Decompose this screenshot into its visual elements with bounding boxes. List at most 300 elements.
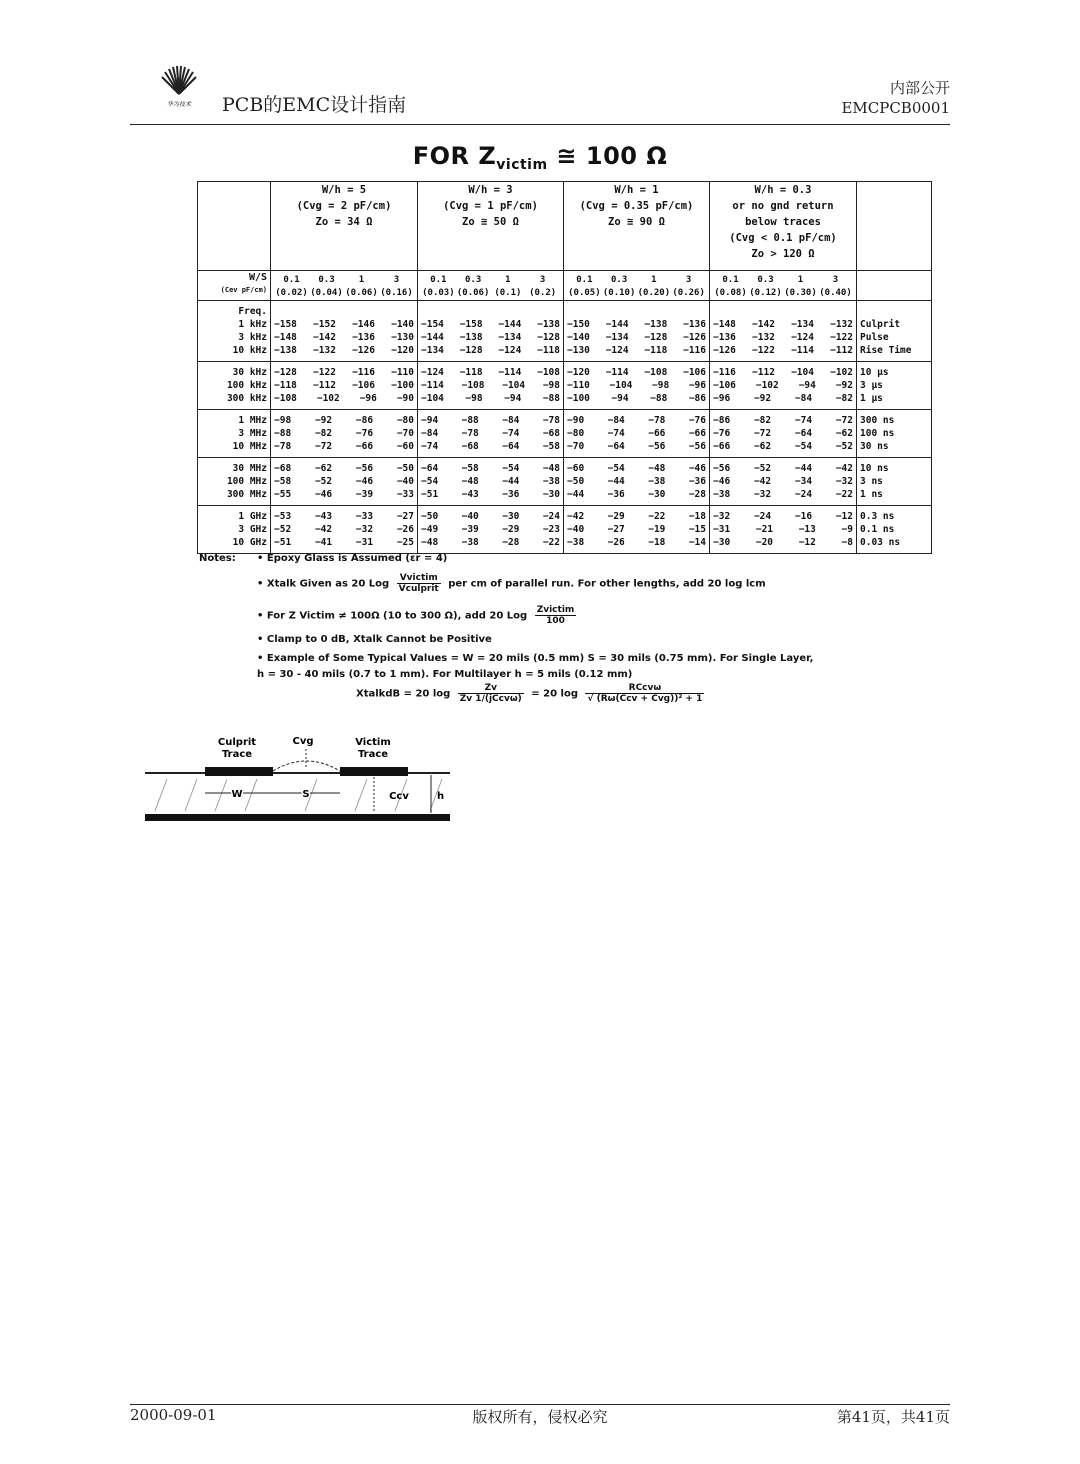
xtalk-value: −66 (713, 441, 731, 452)
rise-time-value: 10 μs (860, 367, 889, 378)
xtalk-value: −32 (713, 511, 731, 522)
xtalk-value: −112 (313, 380, 336, 391)
xtalk-value: −56 (713, 463, 731, 474)
xtalk-value: −134 (421, 345, 444, 356)
cv-value: (0.03) (422, 288, 455, 298)
xtalk-value: −136 (713, 332, 736, 343)
xtalk-value: −44 (794, 463, 813, 474)
xtalk-value: −31 (713, 524, 731, 535)
xtalk-value: −39 (355, 489, 374, 500)
footer-date: 2000-09-01 (130, 1406, 217, 1424)
crosstalk-table (197, 181, 932, 554)
footer-rights: 版权所有，侵权必究 (472, 1408, 608, 1426)
xtalk-value: −48 (461, 476, 479, 487)
xtalk-value: −24 (542, 511, 560, 522)
xtalk-value: −8 (841, 537, 853, 548)
xtalk-value-line (274, 318, 414, 331)
xtalk-value-line (421, 510, 560, 523)
xtalk-value: −56 (688, 441, 706, 452)
xtalk-value: −130 (567, 345, 590, 356)
fraction-numerator: Zv (458, 683, 524, 694)
note-clamp: • Clamp to 0 dB, Xtalk Cannot be Positive (257, 634, 492, 645)
xtalk-value-line (421, 366, 560, 379)
xtalk-values-group-2 (418, 410, 564, 458)
group-header-line: (Cvg = 2 pF/cm) (296, 200, 392, 212)
footer-page-number: 第41页，共41页 (836, 1408, 950, 1426)
formula-fraction-2 (585, 683, 704, 704)
xtalk-value-line (421, 440, 560, 453)
xtalk-value: −26 (396, 524, 414, 535)
cv-value: (0.1) (494, 288, 522, 298)
xtalk-values-group-2 (418, 458, 564, 506)
xtalk-value: −42 (567, 511, 585, 522)
xtalk-values-group-3 (564, 410, 710, 458)
frequency-band-row (198, 506, 932, 554)
xtalk-value: −132 (830, 319, 853, 330)
xtalk-value: −28 (688, 489, 706, 500)
ws-values-1 (271, 271, 418, 301)
xtalk-value-line (421, 344, 560, 357)
xtalk-value-line (421, 331, 560, 344)
xtalk-value: −116 (352, 367, 375, 378)
xtalk-value-line (567, 510, 706, 523)
xtalk-value-line (421, 488, 560, 501)
xtalk-value: −98 (465, 393, 483, 404)
xtalk-value: −38 (713, 489, 731, 500)
xtalk-value: −98 (274, 415, 292, 426)
logo-text: 华为技术 (166, 101, 192, 108)
rise-time-value: 1 ns (860, 489, 883, 500)
cv-value: (0.30) (784, 288, 817, 298)
rise-time-cell (857, 458, 932, 506)
xtalk-value-line (567, 536, 706, 549)
xtalk-values-group-3 (564, 458, 710, 506)
xtalk-value: −128 (644, 332, 668, 343)
group-header-1 (271, 182, 418, 271)
xtalk-value: −82 (314, 428, 333, 439)
xtalk-value-line (274, 488, 414, 501)
note-example-1: • Example of Some Typical Values = W = 20 mils (0.5 mm) S = 30 mils (0.75 mm). For Single Layer, (257, 653, 814, 664)
xtalk-value: −130 (391, 332, 414, 343)
document-number: EMCPCB0001 (841, 99, 950, 117)
ws-values-3 (564, 271, 710, 301)
xtalk-value: −148 (274, 332, 297, 343)
ws-value: 0.1 (283, 275, 300, 285)
formula-mid: = 20 log (531, 688, 578, 700)
xtalk-value-line (421, 475, 560, 488)
xtalk-value: −78 (648, 415, 666, 426)
xtalk-value: −138 (644, 319, 668, 330)
xtalk-value: −144 (498, 319, 522, 330)
frequency-band-row (198, 458, 932, 506)
ws-value: 0.3 (610, 275, 628, 285)
xtalk-value: −114 (498, 367, 522, 378)
xtalk-value: −40 (567, 524, 585, 535)
xtalk-value: −25 (396, 537, 414, 548)
xtalk-value: −43 (314, 511, 333, 522)
xtalk-value: −76 (688, 415, 706, 426)
xtalk-value: −74 (421, 441, 439, 452)
xtalk-value: −42 (314, 524, 333, 535)
xtalk-value: −84 (607, 415, 625, 426)
frequency-labels: 1 GHz 3 GHz 10 GHz (198, 506, 271, 554)
xtalk-value: −18 (648, 537, 666, 548)
ccv-label: Ccv (389, 791, 409, 802)
xtalk-value: −74 (607, 428, 625, 439)
xtalk-value: −92 (314, 415, 333, 426)
xtalk-value: −78 (542, 415, 560, 426)
xtalk-value: −20 (755, 537, 774, 548)
s-label: S (302, 789, 310, 800)
ws-value: 0.1 (576, 275, 593, 285)
xtalk-value-line (274, 392, 414, 405)
xtalk-value: −52 (314, 476, 333, 487)
xtalk-value: −134 (498, 332, 522, 343)
ws-value: 1 (358, 275, 365, 285)
note-example-2: h = 30 - 40 mils (0.7 to 1 mm). For Multilayer h = 5 mils (0.12 mm) (257, 669, 633, 680)
xtalk-value: −110 (391, 367, 414, 378)
xtalk-value-line (713, 318, 853, 331)
cv-value: (0.16) (380, 288, 413, 298)
group-header-line: W/h = 3 (468, 184, 513, 196)
xtalk-value: −56 (355, 463, 374, 474)
xtalk-value: −24 (794, 489, 813, 500)
note-xtalk (257, 573, 766, 594)
xtalk-value: −126 (713, 345, 736, 356)
xtalk-value-line (421, 392, 560, 405)
xtalk-value: −136 (352, 332, 375, 343)
ws-label: W/S (248, 272, 267, 283)
cv-value: (0.08) (714, 288, 747, 298)
xtalk-value: −108 (274, 393, 297, 404)
ws-label-cell (198, 271, 271, 301)
ground-plane (145, 814, 450, 821)
xtalk-value-line (713, 488, 853, 501)
xtalk-value: −126 (683, 332, 706, 343)
xtalk-value: −44 (607, 476, 625, 487)
fraction-denominator: 100 (546, 616, 565, 626)
xtalk-value: −80 (396, 415, 414, 426)
xtalk-value: −120 (391, 345, 414, 356)
xtalk-value: −18 (688, 511, 706, 522)
xtalk-value: −108 (644, 367, 668, 378)
xtalk-value: −106 (713, 380, 736, 391)
fraction-denominator: Zv 1/(jCcvω) (459, 694, 522, 704)
xtalk-value-line (274, 510, 414, 523)
xtalk-value-line (713, 366, 853, 379)
xtalk-value: −32 (355, 524, 374, 535)
xtalk-value: −62 (314, 463, 333, 474)
trace-cross-section-diagram (145, 733, 450, 825)
xtalk-value: −62 (835, 428, 853, 439)
xtalk-value-line (567, 366, 706, 379)
header-rule (130, 124, 950, 125)
xtalk-value: −114 (791, 345, 814, 356)
xtalk-value: −90 (396, 393, 414, 404)
rise-time-value: 0.03 ns (860, 537, 901, 548)
w-label: W (231, 789, 243, 800)
rise-time-value: 30 ns (860, 441, 889, 452)
xtalk-value: −46 (713, 476, 731, 487)
xtalk-value: −114 (605, 367, 629, 378)
ws-value: 3 (393, 275, 400, 285)
xtalk-value: −28 (502, 537, 520, 548)
xtalk-value: −66 (688, 428, 706, 439)
xtalk-value: −70 (567, 441, 585, 452)
xtalk-value: −12 (798, 537, 816, 548)
xtalk-value: −13 (798, 524, 816, 535)
fraction-denominator: √ (Rω(Ccv + Cvg))² + 1 (587, 694, 703, 704)
xtalk-value: −128 (537, 332, 560, 343)
cvg-label: Cvg (292, 736, 314, 747)
xtalk-value: −58 (542, 441, 560, 452)
xtalk-value: −118 (459, 367, 483, 378)
xtalk-value: −53 (274, 511, 292, 522)
ws-value: 0.3 (318, 275, 335, 285)
xtalk-value: −124 (791, 332, 814, 343)
xtalk-value: −94 (611, 393, 629, 404)
xtalk-value: −86 (713, 415, 731, 426)
company-logo (156, 64, 202, 110)
xtalk-value: −112 (830, 345, 853, 356)
group-header-4 (710, 182, 857, 271)
cv-value: (0.06) (456, 288, 490, 298)
xtalk-values-group-1 (271, 410, 418, 458)
xtalk-value: −36 (502, 489, 520, 500)
xtalk-value: −138 (274, 345, 297, 356)
xtalk-value: −48 (421, 537, 439, 548)
xtalk-values-group-4 (710, 410, 857, 458)
xtalk-value: −120 (567, 367, 590, 378)
xtalk-value: −134 (605, 332, 629, 343)
xtalk-value: −146 (352, 319, 375, 330)
xtalk-values-group-4 (710, 506, 857, 554)
xtalk-value: −30 (713, 537, 731, 548)
xtalk-value: −86 (355, 415, 374, 426)
xtalk-value-line (274, 523, 414, 536)
xtalk-value: −128 (459, 345, 483, 356)
cv-value: (0.10) (602, 288, 636, 298)
victim-trace (340, 767, 408, 776)
xtalk-value: −40 (461, 511, 479, 522)
xtalk-value-line (713, 331, 853, 344)
xtalk-value: −122 (752, 345, 775, 356)
xtalk-value: −42 (753, 476, 772, 487)
xtalk-value-line (274, 440, 414, 453)
fraction-numerator: Zvictim (536, 605, 575, 615)
rise-time-cell (857, 506, 932, 554)
xtalk-value: −126 (352, 345, 375, 356)
xtalk-values-group-4 (710, 301, 857, 362)
xtalk-value-line (713, 475, 853, 488)
ws-value: 3 (685, 275, 692, 285)
xtalk-values-group-4 (710, 458, 857, 506)
xtalk-values-group-3 (564, 506, 710, 554)
xtalk-value: −52 (835, 441, 853, 452)
xtalk-value-line (567, 488, 706, 501)
xtalk-value: −29 (607, 511, 625, 522)
cv-value: (0.20) (637, 288, 671, 298)
xtalk-value: −144 (421, 332, 444, 343)
cv-value: (0.04) (310, 288, 343, 298)
xtalk-value: −138 (537, 319, 560, 330)
xtalk-value-line (567, 440, 706, 453)
xtalk-value: −76 (713, 428, 731, 439)
xtalk-value: −140 (567, 332, 590, 343)
group-header-line: Zo > 120 Ω (751, 248, 815, 260)
xtalk-value-line (567, 475, 706, 488)
xtalk-value: −48 (542, 463, 560, 474)
xtalk-value: −43 (461, 489, 479, 500)
xtalk-value: −152 (313, 319, 336, 330)
xtalk-value: −24 (753, 511, 772, 522)
frequency-labels: Freq. 1 kHz 3 kHz 10 kHz (198, 301, 271, 362)
xtalk-value: −22 (835, 489, 853, 500)
xtalk-value-line (421, 379, 560, 392)
group-header-line: or no gnd return (732, 200, 834, 212)
xtalk-value: −138 (459, 332, 483, 343)
victim-label: Victim Trace (355, 737, 391, 760)
xtalk-value: −12 (835, 511, 853, 522)
xtalk-value-line (713, 427, 853, 440)
ws-value: 1 (797, 275, 804, 285)
xtalk-value: −19 (648, 524, 666, 535)
xtalk-value: −9 (841, 524, 853, 535)
cv-value: (0.2) (529, 288, 557, 298)
xtalk-value: −70 (396, 428, 414, 439)
xtalk-value: −31 (355, 537, 374, 548)
ws-value: 0.3 (464, 275, 482, 285)
xtalk-value: −116 (713, 367, 736, 378)
xtalk-value: −44 (567, 489, 585, 500)
xtalk-value: −48 (648, 463, 666, 474)
xtalk-value: −22 (648, 511, 666, 522)
xtalk-value: −96 (713, 393, 731, 404)
group-header-line: (Cvg < 0.1 pF/cm) (729, 232, 837, 244)
frequency-labels: 30 MHz 100 MHz 300 MHz (198, 458, 271, 506)
xtalk-value: −104 (421, 393, 444, 404)
rise-time-value: 0.3 ns (860, 511, 895, 522)
note-xtalk-fraction (397, 573, 441, 594)
xtalk-value: −64 (794, 428, 813, 439)
footer-rule (130, 1404, 950, 1405)
xtalk-value: −41 (314, 537, 333, 548)
xtalk-value-line (567, 427, 706, 440)
ws-row (198, 271, 932, 301)
xtalk-value: −52 (274, 524, 292, 535)
xtalk-value: −34 (794, 476, 813, 487)
note-zvictim (257, 605, 580, 626)
document-title: PCB的EMC设计指南 (222, 94, 407, 116)
xtalk-value: −64 (502, 441, 520, 452)
note-xtalk-text-2: per cm of parallel run. For other lengths, add 20 log lcm (448, 578, 766, 590)
xtalk-value: −150 (567, 319, 590, 330)
xtalk-value: −27 (607, 524, 625, 535)
xtalk-value-line (713, 462, 853, 475)
xtalk-value: −108 (537, 367, 560, 378)
xtalk-value: −14 (688, 537, 706, 548)
xtalk-value: −72 (753, 428, 772, 439)
cv-value: (0.26) (672, 288, 705, 298)
classification-label: 内部公开 (889, 79, 950, 97)
xtalk-value: −92 (835, 380, 853, 391)
xtalk-value: −116 (683, 345, 706, 356)
figure-title (0, 142, 1080, 173)
xtalk-value-line (274, 427, 414, 440)
xtalk-value: −140 (391, 319, 414, 330)
xtalk-value: −74 (502, 428, 520, 439)
xtalk-value: −114 (421, 380, 444, 391)
rise-time-value: 3 μs (860, 380, 883, 391)
group-header-line: W/h = 5 (321, 184, 367, 196)
xtalk-value: −102 (316, 393, 340, 404)
xtalk-value-line (274, 536, 414, 549)
xtalk-value: −72 (314, 441, 333, 452)
rise-time-value: Culprit (860, 319, 901, 330)
xtalk-value-line (713, 344, 853, 357)
xtalk-value: −106 (683, 367, 706, 378)
xtalk-value: −142 (313, 332, 336, 343)
xtalk-values-group-3 (564, 301, 710, 362)
xtalk-value: −40 (396, 476, 414, 487)
rise-time-cell (857, 301, 932, 362)
xtalk-values-group-1 (271, 458, 418, 506)
xtalk-value-line (567, 379, 706, 392)
cv-label: (Cev pF/cm) (220, 286, 267, 294)
ws-value: 1 (505, 275, 511, 285)
xtalk-value: −21 (755, 524, 774, 535)
xtalk-value-line (567, 392, 706, 405)
xtalk-value-line (274, 344, 414, 357)
xtalk-value: −66 (355, 441, 374, 452)
rise-time-value: 300 ns (860, 415, 895, 426)
notes-label: Notes: (199, 553, 236, 564)
xtalk-value-line (421, 427, 560, 440)
xtalk-value: −98 (652, 380, 670, 391)
xtalk-value: −96 (688, 380, 706, 391)
xtalk-value-line (713, 510, 853, 523)
xtalk-value: −15 (688, 524, 706, 535)
ws-value: 3 (832, 275, 839, 285)
xtalk-value: −54 (607, 463, 625, 474)
xtalk-value: −44 (502, 476, 520, 487)
group-header-line: below traces (745, 216, 821, 228)
note-zvictim-fraction (535, 605, 577, 626)
xtalk-value: −118 (537, 345, 560, 356)
xtalk-values-group-1 (271, 506, 418, 554)
xtalk-value: −72 (835, 415, 853, 426)
xtalk-value: −134 (791, 319, 814, 330)
xtalk-value-line (421, 536, 560, 549)
xtalk-value: −124 (498, 345, 522, 356)
xtalk-value-line (567, 523, 706, 536)
xtalk-value: −82 (753, 415, 772, 426)
xtalk-value: −56 (648, 441, 666, 452)
xtalk-value-line (274, 475, 414, 488)
note-xtalk-text: • Xtalk Given as 20 Log (257, 578, 390, 590)
xtalk-value: −110 (567, 380, 590, 391)
xtalk-value-line (421, 462, 560, 475)
note-epoxy: • Epoxy Glass is Assumed (εr = 4) (257, 553, 448, 564)
xtalk-value: −30 (542, 489, 560, 500)
xtalk-value: −68 (274, 463, 292, 474)
xtalk-value: −90 (567, 415, 585, 426)
xtalk-value: −36 (607, 489, 625, 500)
xtalk-value: −32 (753, 489, 772, 500)
xtalk-value-line (713, 536, 853, 549)
xtalk-formula (356, 683, 708, 704)
xtalk-value: −142 (752, 319, 775, 330)
